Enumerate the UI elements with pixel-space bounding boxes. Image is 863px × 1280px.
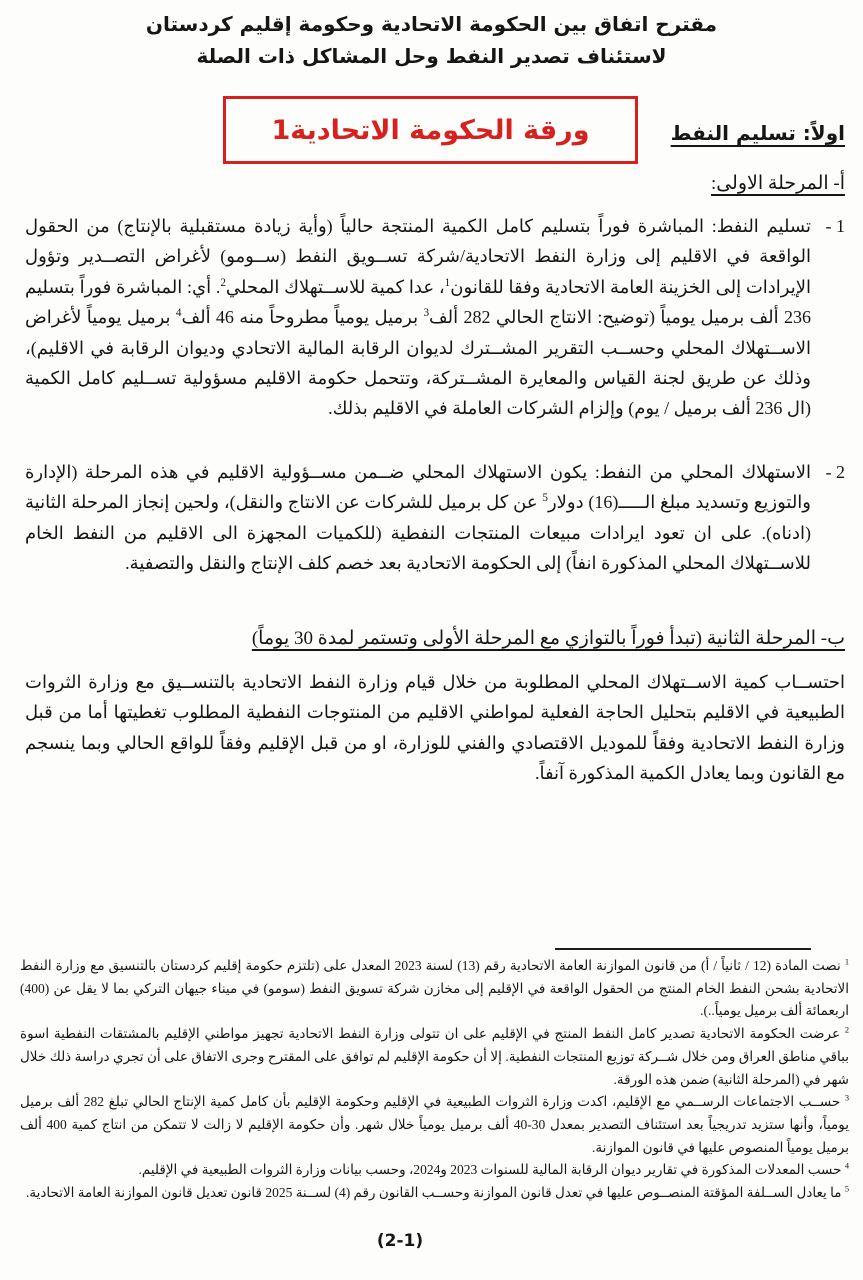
footnote-3-marker: 3	[844, 1093, 849, 1103]
footnotes-section	[20, 955, 849, 1205]
footnote-ref-1: 1	[444, 276, 451, 289]
footnote-ref-2: 2	[220, 276, 226, 289]
footnote-1	[20, 955, 849, 1023]
footnote-ref-3: 3	[423, 307, 430, 320]
list-item-1-text: ، عدا كمية للاســتهلاك المحلي	[225, 276, 445, 297]
footnote-5-text: ما يعادل الســلفة المؤقتة المنصــوص عليها في تعدل قانون الموازنة وحســب القانون رقم (4) لســنة 2025 قانون تعديل قانون الموازنة العامة الاتحادية.	[26, 1185, 845, 1201]
section-first-heading: اولاً: تسليم النفط	[670, 121, 845, 145]
footnote-4-marker: 4	[844, 1161, 849, 1171]
phase-a-heading: أ- المرحلة الاولى:	[710, 173, 845, 194]
document-title	[0, 8, 863, 72]
footnote-2-text: عرضت الحكومة الاتحادية تصدير كامل النفط المنتج في الإقليم على ان تتولى وزارة النفط الاتحادية تجهيز مواطني الإقليم بالمشتقات النفطية اسوة بباقي مناطق العراق ومن خلال شــركة توزيع المنتجات النفطية. إلا أن حكومة الإقليم لم توافق على المقترح وجرى الاتفاق على أن تجري دراسة ذلك خلال شهر في (المرحلة الثانية) ضمن هذه الورقة.	[20, 1026, 849, 1087]
federal-paper-stamp-box	[223, 96, 638, 164]
list-item-2	[25, 457, 845, 579]
list-item-1-text: تسليم النفط: المباشرة فوراً بتسليم كامل الكمية المنتجة حالياً (وأية زيادة مستقبلية بالإنتاج) من الحقول الواقعة في الاقليم إلى وزارة النفط الاتحادية/شركة تســويق النفط (ســومو) لأغراض التصــدير وتؤول الإيرادات إلى الخزينة العامة الاتحادية وفقا للقانون	[25, 216, 811, 297]
list-item-1-text: برميل يومياً مطروحاً منه 46 ألف	[181, 307, 424, 328]
footnote-2	[20, 1023, 849, 1091]
footnote-ref-4: 4	[175, 307, 182, 320]
federal-paper-stamp-label: ورقة الحكومة الاتحادية1	[271, 114, 590, 146]
footnote-3	[20, 1091, 849, 1159]
phase-b-paragraph: احتســاب كمية الاســتهلاك المحلي المطلوبة من خلال قيام وزارة النفط الاتحادية بالتنســيق مع وزارة الثروات الطبيعية في الاقليم بتحليل الحاجة الفعلية لمواطني الاقليم من المنتوجات النفطية المطلوب تغطيتها أما من قبل وزارة النفط الاتحادية وفقاً للموديل الاقتصادي والفني للوزارة، او من قبل الإقليم وفقاً للواقع الحالي وبما ينسجم مع القانون وبما يعادل الكمية المذكورة آنفاً.	[25, 672, 845, 784]
list-item-1-number: 1 -	[825, 216, 845, 236]
footnote-1-text: نصت المادة (12 / ثانياً / أ) من قانون الموازنة العامة الاتحادية رقم (13) لسنة 2023 المعدل على (تلتزم حكومة إقليم كردستان بالتنسيق مع وزارة النفط الاتحادية بشحن النفط الخام المنتج من الحقول الواقعة في الإقليم إلى مخازن شركة تسويق النفط (سومو) في ميناء جيهان التركي بما لا يقل عن (400) اربعمائة ألف برميل يومياً..).	[20, 958, 849, 1019]
list-item-2-text: الاستهلاك المحلي من النفط: يكون الاستهلاك المحلي ضــمن مســؤولية الاقليم في هذه المرحلة (الإدارة والتوزيع وتسديد مبلغ الـــــ(16) دولار	[25, 462, 811, 513]
footnote-5	[20, 1182, 849, 1205]
footnote-ref-5: 5	[542, 492, 548, 505]
list-item-2-text: عن كل برميل للشركات عن الانتاج والنقل)، ولحين إنجاز المرحلة الثانية (ادناه). على ان تعود ايرادات مبيعات المنتجات النفطية (للكميات المجهزة الى الاقليم من النفط الخام للاســتهلاك المحلي المذكورة انفاً) إلى الحكومة الاتحادية بعد خصم كلف الإنتاج والنقل والتصفية.	[25, 492, 811, 574]
document-title-line2: لاستئناف تصدير النفط وحل المشاكل ذات الصلة	[196, 44, 667, 68]
list-item-1-text: برميل يومياً لأغراض الاســتهلاك المحلي وحســب التقرير المشــترك لديوان الرقابة المالية الاتحادي وديوان الرقابة في الاقليم)، وذلك عن طريق لجنة القياس والمعايرة المشــتركة، وتتحمل حكومة الاقليم مسؤولية تســليم كامل الكمية (ال 236 ألف برميل / يوم) وإلزام الشركات العاملة في الاقليم بذلك.	[25, 307, 811, 419]
document-title-line1: مقترح اتفاق بين الحكومة الاتحادية وحكومة إقليم كردستان	[145, 12, 718, 36]
list-item-1-text: . أي: المباشرة فوراً بتسليم 236 ألف برميل يومياً (توضيح: الانتاج الحالي 282 ألف	[25, 276, 811, 328]
footnote-4	[20, 1159, 849, 1182]
footnote-2-marker: 2	[844, 1025, 849, 1035]
footnote-1-marker: 1	[844, 957, 849, 967]
phase-b-heading: ب- المرحلة الثانية (تبدأ فوراً بالتوازي مع المرحلة الأولى وتستمر لمدة 30 يوماً)	[251, 628, 845, 649]
footnote-5-marker: 5	[844, 1184, 849, 1194]
footnote-separator-line	[555, 948, 811, 950]
page-number: (2-1)	[376, 1231, 424, 1251]
footnote-4-text: حسب المعدلات المذكورة في تقارير ديوان الرقابة المالية للسنوات 2023 و2024، وحسب بيانات وزارة الثروات الطبيعية في الإقليم.	[138, 1162, 845, 1178]
list-item-2-number: 2 -	[825, 462, 845, 482]
list-item-1	[25, 211, 845, 424]
footnote-3-text: حســب الاجتماعات الرســمي مع الإقليم، اكدت وزارة الثروات الطبيعية في الإقليم وحكومة الإقليم بأن كامل كمية الإنتاج الحالي تبلغ 282 ألف برميل يومياً، وأنها ستزيد تدريجياً بعد استئناف التصدير بمعدل ⁦40-30⁩ ألف برميل يومياً خلال شهر. وأن حكومة الإقليم لا زالت لا تتمكن من انتاج كمية 400 ألف برميل يومياً المنصوص عليها في قانون الموازنة.	[20, 1094, 849, 1155]
